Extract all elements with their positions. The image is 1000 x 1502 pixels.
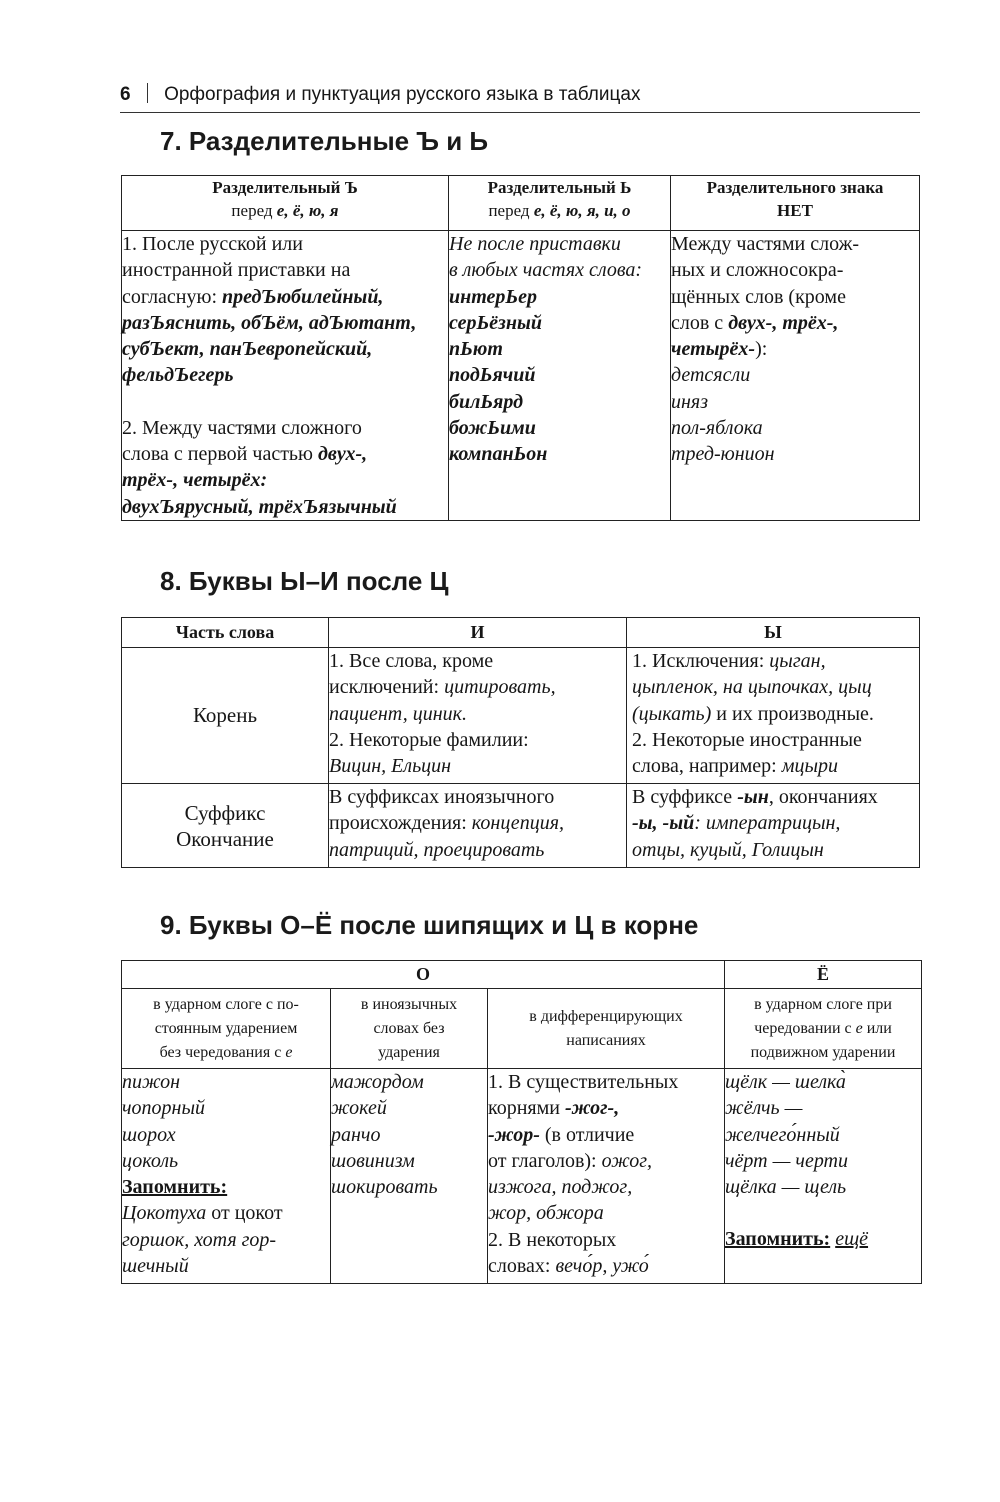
cell-hard-sign-rules: 1. После русской или иностранной приставки на согласную: предЪюбилейный, разЪяснить, обЪём, адЪютант, субЪект, панЪевропейский, фельдЪегерь 2. Между частями сложного слова с первой частью двух-, трёх-, четырёх: двухЪярусный, трёхЪязычный [122, 231, 449, 521]
header-letter-y: Ы [627, 618, 920, 648]
cell-suffix-i: В суффиксах иноязычного происхождения: концепция, патриций, проецировать [329, 784, 627, 868]
running-head [120, 80, 920, 113]
table-header-row [122, 618, 920, 648]
cell-suffix-label: Суффикс Окончание [122, 784, 329, 868]
cell-alternation: щёлк — шелка̀ жёлчь — желчего́нный чёрт — черти щёлка — щель Запомнить: ещё [725, 1069, 922, 1284]
cell-differentiating: 1. В существительных корнями -жог-, -жор- (в отличие от глаголов): ожог, изжога, поджог, жор, обжора 2. В некоторых словах: вечо́р, ужо́ [488, 1069, 725, 1284]
row-root [122, 648, 920, 784]
book-title: Орфография и пунктуация русского языка в таблицах [164, 84, 641, 105]
cell-root-i: 1. Все слова, кроме исключений: цитировать, пациент, циник. 2. Некоторые фамилии: Вицин, Ельцин [329, 648, 627, 784]
table-o-yo-after-sibilants [121, 960, 922, 1284]
table-group-header-row [122, 961, 922, 989]
table-y-i-after-ts [121, 617, 920, 868]
header-word-part: Часть слова [122, 618, 329, 648]
table-body-row [122, 231, 920, 521]
header-letter-i: И [329, 618, 627, 648]
cell-suffix-y: В суффиксе -ын, окончаниях -ы, -ый: императрицын, отцы, куцый, Голицын [627, 784, 920, 868]
section-8-title: 8. Буквы Ы–И после Ц [160, 566, 449, 596]
cell-soft-sign-rules: Не после приставки в любых частях слова: интерЬер серЬёзный пЬют подЬячий билЬярд божЬими компанЬон [449, 231, 671, 521]
cell-foreign-unstressed: мажордом жокей ранчо шовинизм шокировать [331, 1069, 488, 1284]
cell-stressed-constant: пижон чопорный шорох цоколь Запомнить: Цокотуха от цокот горшок, хотя гор- шечный [122, 1069, 331, 1284]
cell-no-sign-rules: Между частями слож- ных и сложносокра- щённых слов (кроме слов с двух-, трёх-, четырёх-): детсясли иняз пол-яблока тред-юнион [671, 231, 920, 521]
cell-root-y: 1. Исключения: цыган, цыпленок, на цыпочках, цыц (цыкать) и их производные. 2. Некоторые иностранные слова, например: мцыри [627, 648, 920, 784]
subheader-differentiating: в дифференцирующих написаниях [488, 989, 725, 1069]
section-9-title: 9. Буквы О–Ё после шипящих и Ц в корне [160, 910, 699, 940]
row-suffix-ending [122, 784, 920, 868]
header-soft-sign: Разделительный Ь перед е, ё, ю, я, и, о [449, 176, 671, 231]
page-number: 6 [120, 84, 131, 105]
header-group-yo: Ё [725, 961, 922, 989]
cell-root-label: Корень [122, 648, 329, 784]
subheader-stressed-constant: в ударном слоге с по- стоянным ударением без чередования с е [122, 989, 331, 1069]
header-group-o: О [122, 961, 725, 989]
section-7-title: 7. Разделительные Ъ и Ь [160, 126, 489, 156]
header-no-sign: Разделительного знака НЕТ [671, 176, 920, 231]
subheader-foreign-unstressed: в иноязычных словах без ударения [331, 989, 488, 1069]
table-separating-signs [121, 175, 920, 521]
header-hard-sign: Разделительный Ъ перед е, ё, ю, я [122, 176, 449, 231]
subheader-alternation: в ударном слоге при чередовании с е или подвижном ударении [725, 989, 922, 1069]
table-header-row [122, 176, 920, 231]
table-body-row [122, 1069, 922, 1284]
table-subheader-row [122, 989, 922, 1069]
header-separator [147, 83, 149, 103]
